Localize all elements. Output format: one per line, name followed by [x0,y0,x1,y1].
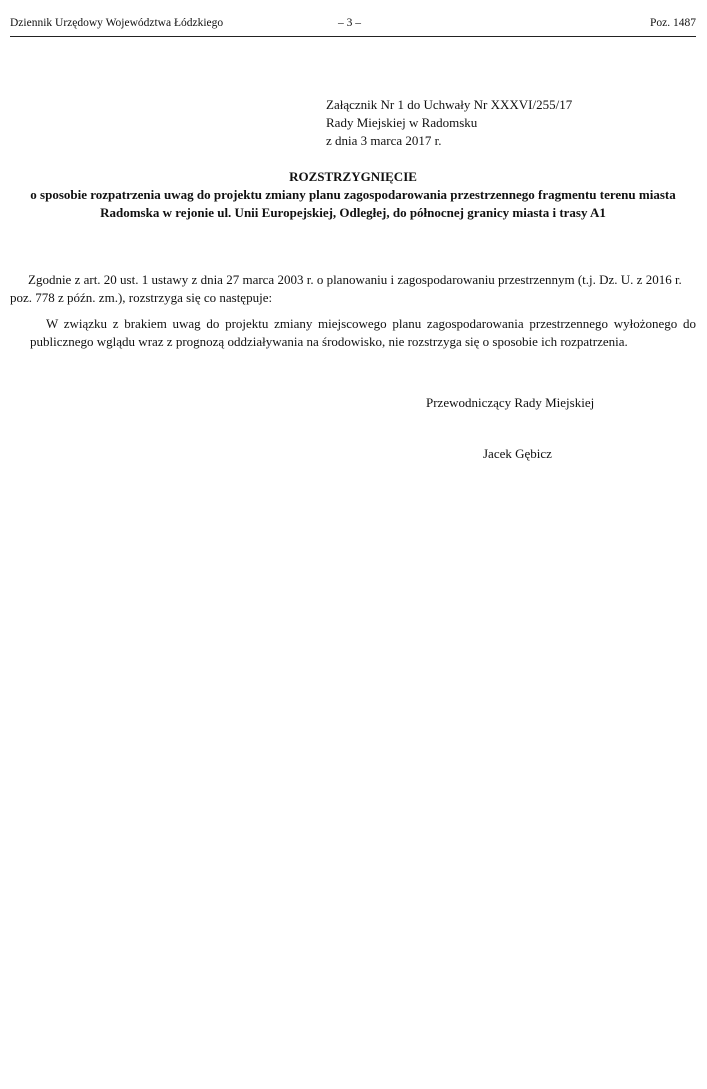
attachment-reference [326,96,572,150]
attachment-line-2: Rady Miejskiej w Radomsku [326,115,478,130]
signatory-title: Przewodniczący Rady Miejskiej [426,395,595,410]
attachment-line-3: z dnia 3 marca 2017 r. [326,133,442,148]
page-header [10,14,696,37]
document-subtitle: o sposobie rozpatrzenia uwag do projektu zmiany planu zagospodarowania przestrzennego fragmentu terenu miasta Radomska w rejonie ul. Unii Europejskiej, Odległej, do północnej granicy miasta i trasy A1 [30,187,676,220]
attachment-line-1: Załącznik Nr 1 do Uchwały Nr XXXVI/255/17 [326,97,573,112]
legal-basis-paragraph: Zgodnie z art. 20 ust. 1 ustawy z dnia 27 marca 2003 r. o planowaniu i zagospodarowaniu przestrzennym (t.j. Dz. U. z 2016 r. poz. 778 z późn. zm.), rozstrzyga się co następuje: [10,272,682,305]
position-number: Poz. 1487 [650,17,696,29]
journal-name: Dziennik Urzędowy Województwa Łódzkiego [10,17,224,29]
signatory-name: Jacek Gębicz [483,446,552,461]
document-title: ROZSTRZYGNIĘCIE [289,169,417,184]
page-number: – 3 – [338,17,361,29]
decision-paragraph: W związku z brakiem uwag do projektu zmiany miejscowego planu zagospodarowania przestrzennego wyłożonego do publicznego wglądu wraz z prognozą oddziaływania na środowisko, nie rozstrzyga się o sposobie ich rozpatrzenia. [30,316,696,349]
